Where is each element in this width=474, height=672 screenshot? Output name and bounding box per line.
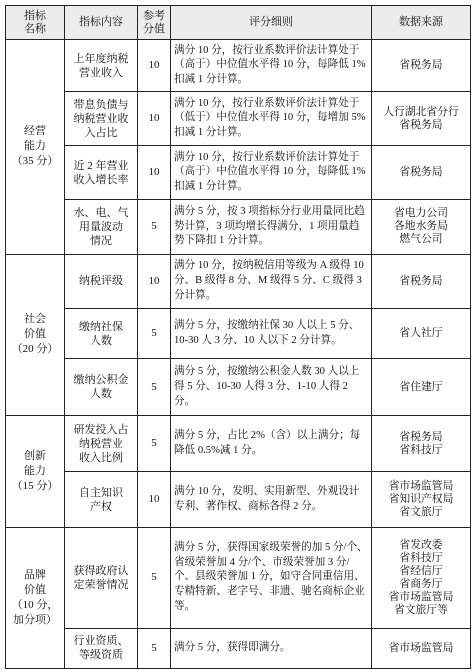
indicator-content: 自主知识 产权 <box>65 472 138 527</box>
data-source: 省税务局 省科技厅 <box>372 415 471 471</box>
ref-score: 5 <box>138 415 171 471</box>
indicator-content: 上年度纳税 营业收入 <box>65 40 138 92</box>
table-row <box>6 527 471 628</box>
indicator-content: 缴纳社保 人数 <box>65 309 138 359</box>
scoring-details: 满分 5 分，按 3 项指标分行业用量同比趋势计算，3 项均增长得满分，1 项用量趋势下降扣 1 分计算。 <box>171 200 372 254</box>
table-row <box>6 92 471 145</box>
category-social-value: 社会 价值 （20 分） <box>6 254 65 415</box>
data-source: 省电力公司 各地水务局 燃气公司 <box>372 200 471 254</box>
table-row <box>6 359 471 415</box>
ref-score: 5 <box>138 628 171 668</box>
ref-score: 5 <box>138 359 171 415</box>
indicator-content: 近 2 年营业 收入增长率 <box>65 145 138 199</box>
scoring-details: 满分 5 分，获得国家级荣誉的加 5 分/个、省级荣誉加 4 分/个、市级荣誉加 3 分/个、县级荣誉加 1 分，如守合同重信用、专精特新、老字号、非遗、驰名商标企业等。 <box>171 527 372 628</box>
ref-score: 10 <box>138 254 171 308</box>
header-data-source: 数据来源 <box>372 6 471 40</box>
category-innovation-capability: 创新 能力 （15 分） <box>6 415 65 527</box>
table-row <box>6 472 471 527</box>
data-source: 人行湖北省分行 省税务局 <box>372 92 471 145</box>
scoring-details: 满分 5 分，按缴纳社保 30 人以上 5 分、10-30 人 3 分、10 人以下 2 分计算。 <box>171 309 372 359</box>
data-source: 省税务局 <box>372 145 471 199</box>
table-row <box>6 628 471 668</box>
category-brand-value: 品牌 价值 （10 分， 加分项） <box>6 527 65 668</box>
ref-score: 10 <box>138 40 171 92</box>
table-row <box>6 254 471 308</box>
scoring-details: 满分 10 分，按纳税信用等级为 A 级得 10 分、B 级得 8 分、M 级得 5 分、C 级得 3 分计算。 <box>171 254 372 308</box>
scoring-details: 满分 5 分，获得即满分。 <box>171 628 372 668</box>
data-source: 省税务局 <box>372 40 471 92</box>
scoring-details: 满分 10 分，按行业系数评价法计算处于（高于）中位值水平得 10 分，每降低 1%扣减 1 分计算。 <box>171 145 372 199</box>
scoring-details: 满分 5 分，按缴纳公积金人数 30 人以上得 5 分、10-30 人得 3 分、1-10 人得 2 分。 <box>171 359 372 415</box>
indicator-content: 带息负债与 纳税营业收 入占比 <box>65 92 138 145</box>
data-source: 省市场监管局 <box>372 628 471 668</box>
data-source: 省人社厅 <box>372 309 471 359</box>
table-row <box>6 145 471 199</box>
header-scoring-details: 评分细则 <box>171 6 372 40</box>
data-source: 省市场监管局 省知识产权局 省文旅厅 <box>372 472 471 527</box>
category-operating-capability: 经营 能力 （35 分） <box>6 40 65 255</box>
data-source: 省税务局 <box>372 254 471 308</box>
indicator-content: 缴纳公积金 人数 <box>65 359 138 415</box>
indicator-content: 获得政府认 定荣誉情况 <box>65 527 138 628</box>
ref-score: 5 <box>138 527 171 628</box>
ref-score: 5 <box>138 200 171 254</box>
table-row <box>6 309 471 359</box>
scoring-details: 满分 10 分，按行业系数评价法计算处于（低于）中位值水平得 10 分，每增加 5%扣减 1 分计算。 <box>171 92 372 145</box>
ref-score: 10 <box>138 92 171 145</box>
indicator-content: 纳税评级 <box>65 254 138 308</box>
header-indicator-name: 指标 名称 <box>6 6 65 40</box>
evaluation-table <box>5 5 471 669</box>
ref-score: 10 <box>138 472 171 527</box>
table-header-row <box>6 6 471 40</box>
table-row <box>6 415 471 471</box>
ref-score: 10 <box>138 145 171 199</box>
indicator-content: 研发投入占 纳税营业 收入比例 <box>65 415 138 471</box>
ref-score: 5 <box>138 309 171 359</box>
indicator-content: 行业资质、 等级资质 <box>65 628 138 668</box>
scoring-details: 满分 5 分，占比 2%（含）以上满分；每降低 0.5%减 1 分。 <box>171 415 372 471</box>
table-row <box>6 40 471 92</box>
scoring-details: 满分 10 分，发明、实用新型、外观设计专利、著作权、商标各得 2 分。 <box>171 472 372 527</box>
scoring-details: 满分 10 分，按行业系数评价法计算处于（高于）中位值水平得 10 分，每降低 1%扣减 1 分计算。 <box>171 40 372 92</box>
data-source: 省发改委 省科技厅 省经信厅 省商务厅 省市场监管局 省文旅厅等 <box>372 527 471 628</box>
data-source: 省住建厅 <box>372 359 471 415</box>
table-row <box>6 200 471 254</box>
header-ref-score: 参考 分值 <box>138 6 171 40</box>
indicator-content: 水、电、气 用量波动 情况 <box>65 200 138 254</box>
header-indicator-content: 指标内容 <box>65 6 138 40</box>
